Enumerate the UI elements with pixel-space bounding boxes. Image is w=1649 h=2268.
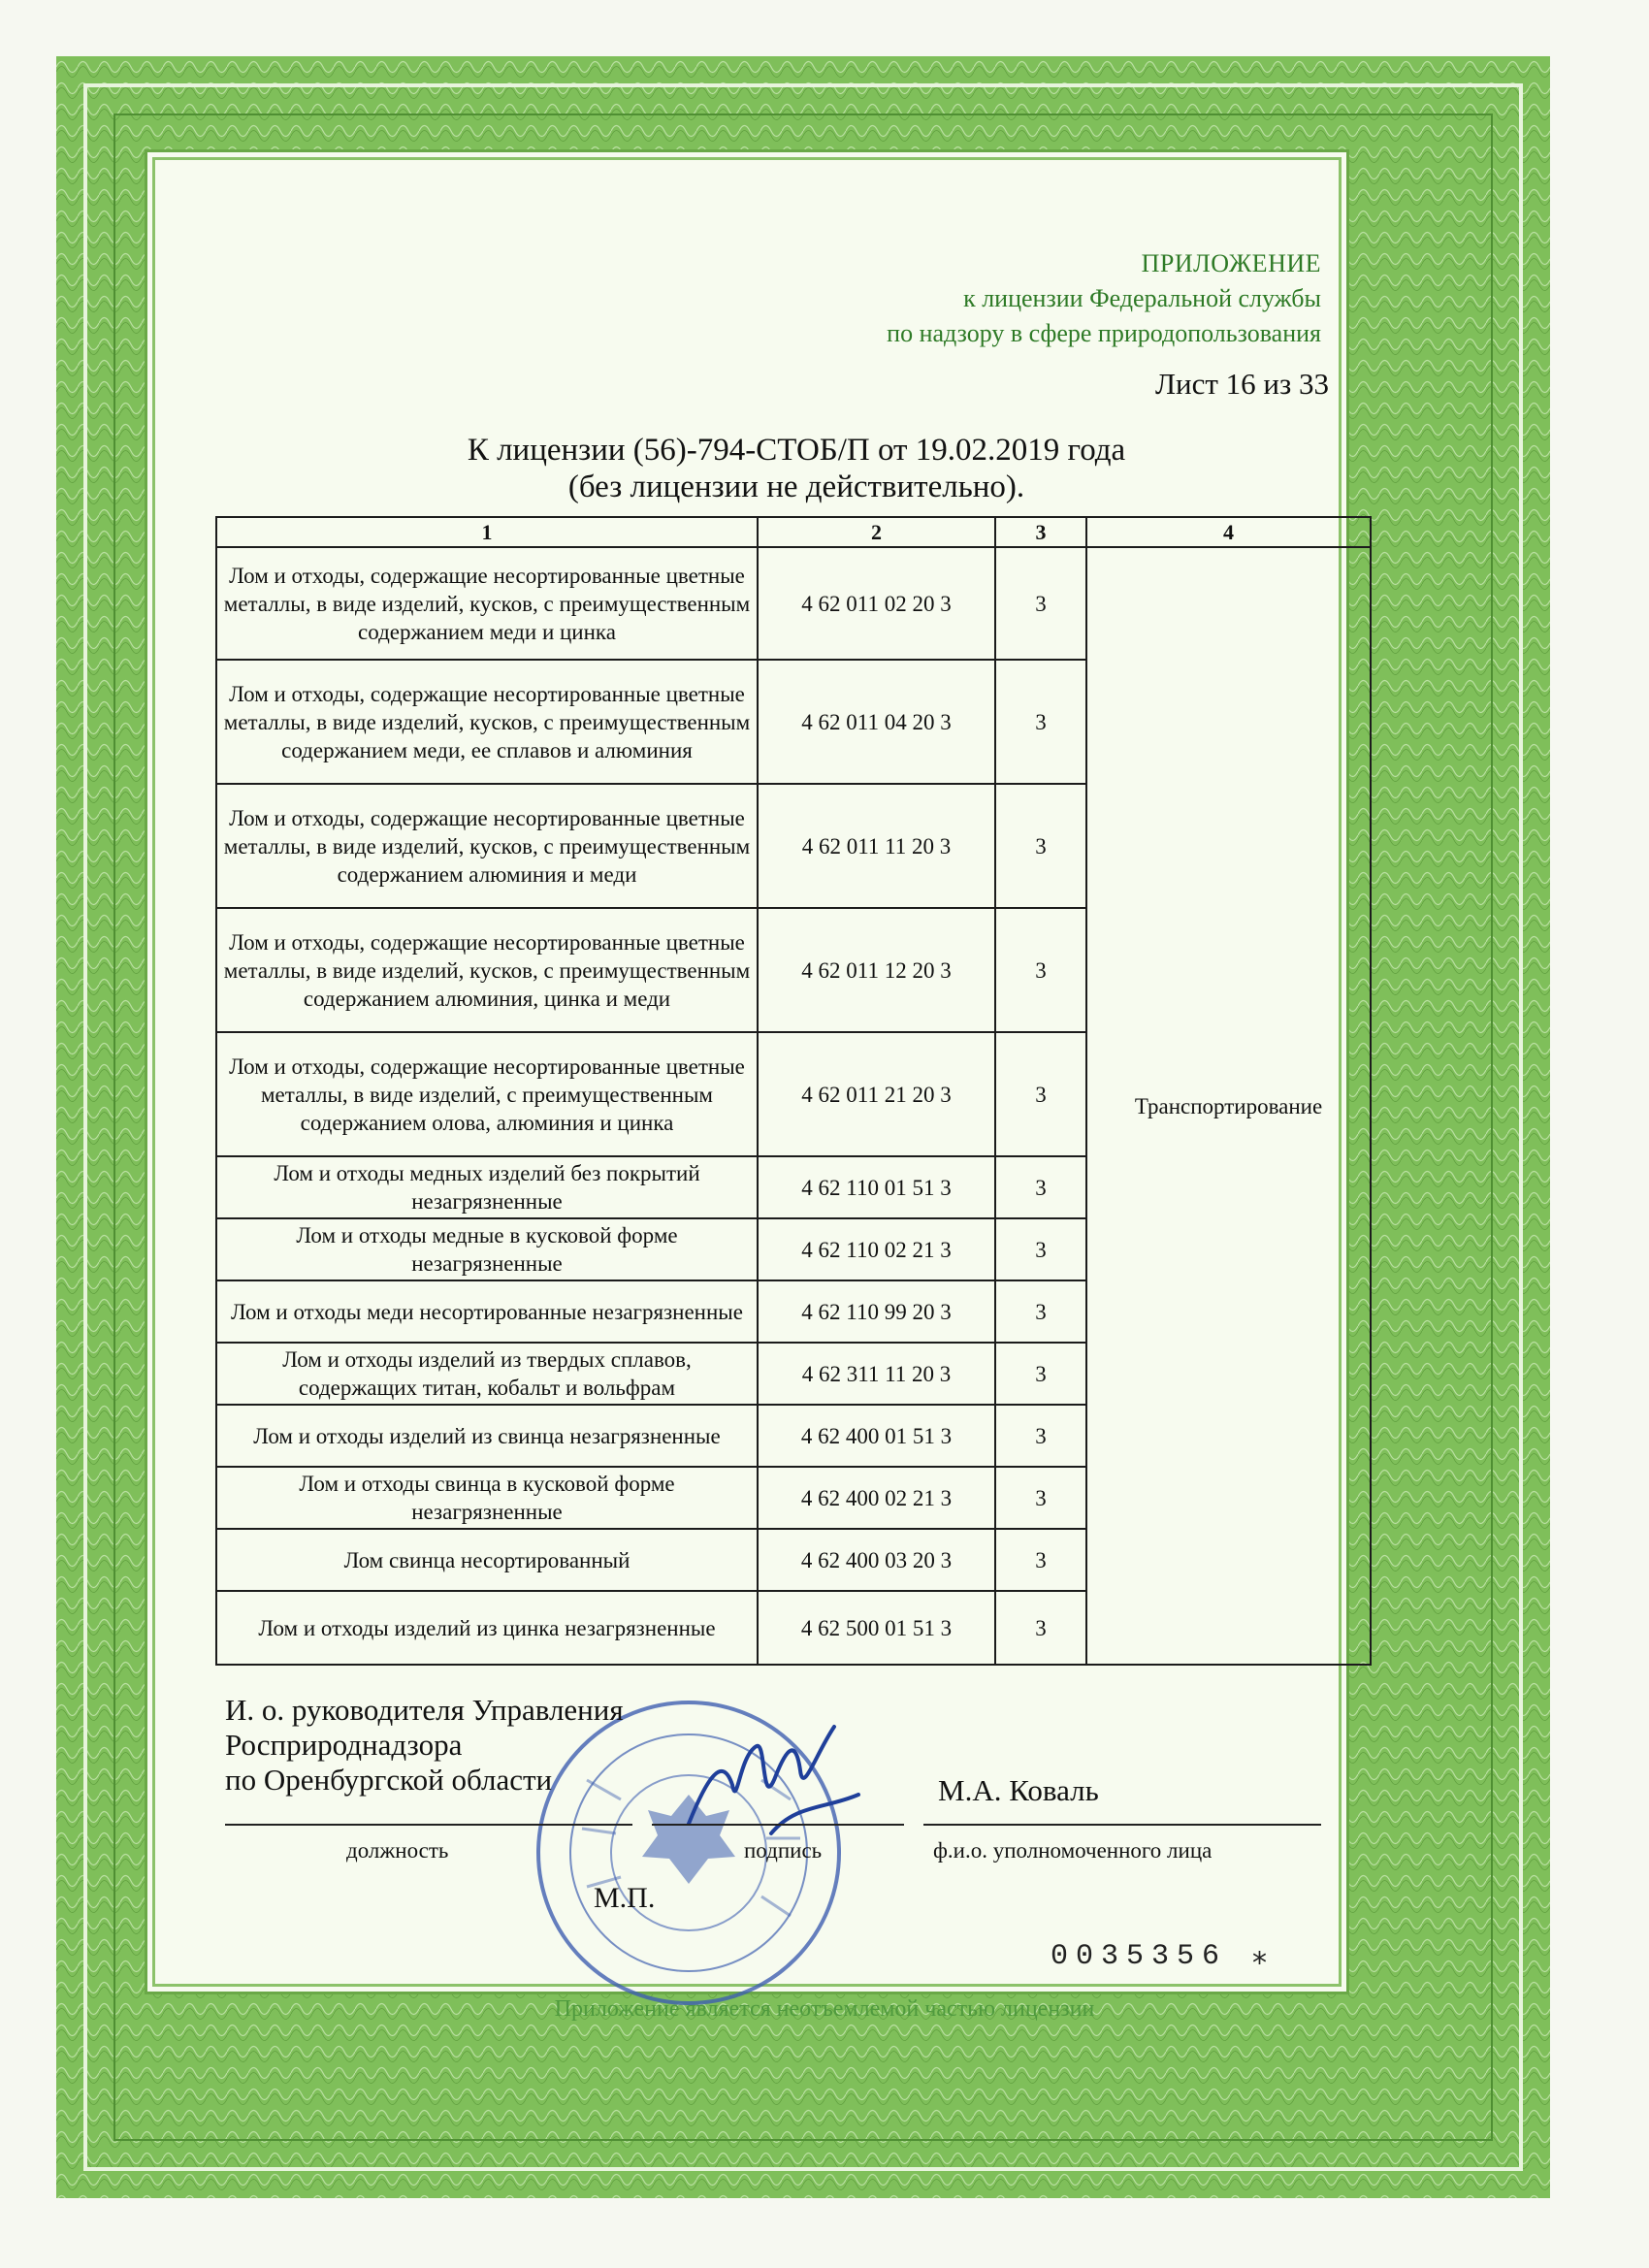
- waste-code: 4 62 110 99 20 3: [758, 1280, 995, 1343]
- title-line-1: К лицензии (56)-794-СТОБ/П от 19.02.2019 года: [467, 433, 1126, 468]
- caption-name: ф.и.о. уполномоченного лица: [933, 1838, 1212, 1863]
- waste-code: 4 62 011 21 20 3: [758, 1032, 995, 1156]
- annex-header: [887, 246, 1321, 351]
- waste-code: 4 62 011 12 20 3: [758, 908, 995, 1032]
- signatory-position: [225, 1693, 624, 1798]
- hazard-class: 3: [995, 1280, 1086, 1343]
- waste-name: Лом и отходы изделий из твердых сплавов, содержащих титан, кобальт и вольфрам: [216, 1343, 758, 1405]
- serial-number: 0035356 ⁎: [1051, 1940, 1276, 1973]
- hazard-class: 3: [995, 1591, 1086, 1665]
- sheet-number: Лист 16 из 33: [1154, 367, 1329, 401]
- waste-code: 4 62 011 02 20 3: [758, 547, 995, 660]
- document-title: [223, 432, 1370, 505]
- signatory-name: М.А. Коваль: [938, 1773, 1099, 1807]
- hazard-class: 3: [995, 547, 1086, 660]
- waste-code: 4 62 400 02 21 3: [758, 1467, 995, 1529]
- waste-name: Лом и отходы медные в кусковой форме незагрязненные: [216, 1218, 758, 1280]
- waste-name: Лом и отходы, содержащие несортированные цветные металлы, в виде изделий, кусков, с преимущественным содержанием меди, ее сплавов и алюминия: [216, 660, 758, 784]
- waste-name: Лом и отходы свинца в кусковой форме незагрязненные: [216, 1467, 758, 1529]
- waste-name: Лом и отходы, содержащие несортированные цветные металлы, в виде изделий, с преимущественным содержанием олова, алюминия и цинка: [216, 1032, 758, 1156]
- header-cell-1: 1: [216, 517, 758, 547]
- position-line-1: И. о. руководителя Управления: [225, 1693, 624, 1727]
- position-line-2: Росприроднадзора: [225, 1728, 463, 1762]
- waste-table: [215, 516, 1372, 1666]
- activity-cell: Транспортирование: [1086, 547, 1371, 1665]
- hazard-class: 3: [995, 1218, 1086, 1280]
- waste-code: 4 62 011 11 20 3: [758, 784, 995, 908]
- waste-code: 4 62 011 04 20 3: [758, 660, 995, 784]
- waste-code: 4 62 400 03 20 3: [758, 1529, 995, 1591]
- annex-title: ПРИЛОЖЕНИЕ: [1141, 249, 1321, 277]
- waste-code: 4 62 500 01 51 3: [758, 1591, 995, 1665]
- header-cell-2: 2: [758, 517, 995, 547]
- title-line-2: (без лицензии не действительно).: [567, 470, 1025, 504]
- footer-note: Приложение является неотъемлемой частью лицензии: [554, 1996, 1095, 2022]
- seal-place-label: М.П.: [594, 1882, 656, 1914]
- header-cell-4: 4: [1086, 517, 1371, 547]
- hazard-class: 3: [995, 1529, 1086, 1591]
- name-line: [923, 1824, 1321, 1826]
- waste-name: Лом свинца несортированный: [216, 1529, 758, 1591]
- signature-block: [225, 1693, 1331, 1945]
- annex-line-2: по надзору в сфере природопользования: [887, 319, 1321, 347]
- position-line: [225, 1824, 632, 1826]
- caption-signature: подпись: [744, 1838, 823, 1863]
- table-row: [216, 547, 1371, 660]
- header-cell-3: 3: [995, 517, 1086, 547]
- waste-name: Лом и отходы изделий из цинка незагрязненные: [216, 1591, 758, 1665]
- waste-name: Лом и отходы меди несортированные незагрязненные: [216, 1280, 758, 1343]
- hazard-class: 3: [995, 1405, 1086, 1467]
- hazard-class: 3: [995, 1156, 1086, 1218]
- waste-name: Лом и отходы изделий из свинца незагрязненные: [216, 1405, 758, 1467]
- waste-code: 4 62 110 02 21 3: [758, 1218, 995, 1280]
- waste-code: 4 62 110 01 51 3: [758, 1156, 995, 1218]
- hazard-class: 3: [995, 660, 1086, 784]
- annex-line-1: к лицензии Федеральной службы: [963, 284, 1321, 312]
- hazard-class: 3: [995, 1343, 1086, 1405]
- position-line-3: по Оренбургской области: [225, 1763, 553, 1797]
- waste-code: 4 62 311 11 20 3: [758, 1343, 995, 1405]
- waste-name: Лом и отходы, содержащие несортированные цветные металлы, в виде изделий, кусков, с преимущественным содержанием меди и цинка: [216, 547, 758, 660]
- hazard-class: 3: [995, 1032, 1086, 1156]
- waste-name: Лом и отходы медных изделий без покрытий незагрязненные: [216, 1156, 758, 1218]
- hazard-class: 3: [995, 784, 1086, 908]
- signature-line: [652, 1824, 904, 1826]
- hazard-class: 3: [995, 1467, 1086, 1529]
- caption-position: должность: [346, 1838, 449, 1863]
- waste-code: 4 62 400 01 51 3: [758, 1405, 995, 1467]
- hazard-class: 3: [995, 908, 1086, 1032]
- waste-name: Лом и отходы, содержащие несортированные цветные металлы, в виде изделий, кусков, с преимущественным содержанием алюминия, цинка и меди: [216, 908, 758, 1032]
- waste-name: Лом и отходы, содержащие несортированные цветные металлы, в виде изделий, кусков, с преимущественным содержанием алюминия и меди: [216, 784, 758, 908]
- table-header-row: [216, 517, 1371, 547]
